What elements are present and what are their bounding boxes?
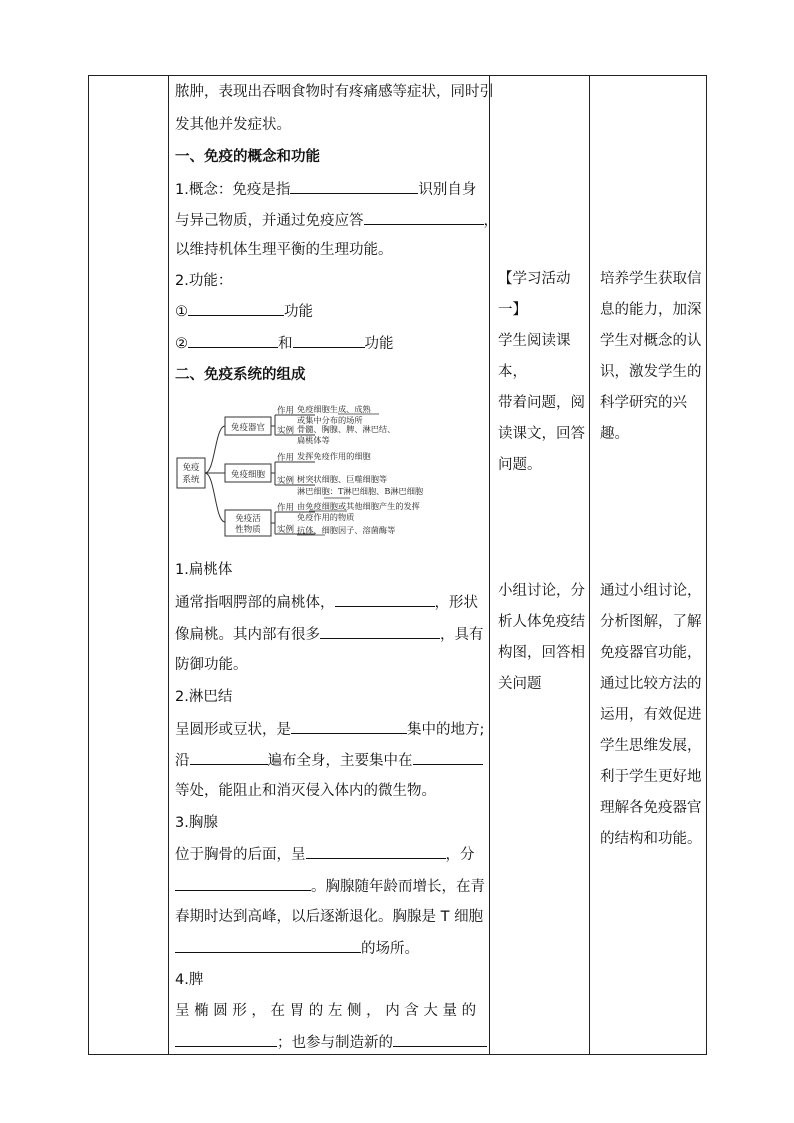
blank — [188, 333, 278, 348]
organ-example-1: 骨髓、胸腺、脾、淋巴结、 — [297, 424, 396, 434]
role-tag: 作用 — [277, 406, 295, 416]
body-line: 。胸腺随年龄而增长，在青 — [175, 876, 485, 897]
discussion-text: 小组讨论，分 析人体免疫结 构图，回答相 关问题 — [498, 583, 585, 692]
blank — [291, 719, 407, 734]
blank — [190, 750, 268, 765]
goal-text: 培养学生获取信 息的能力，加深 学生对概念的认 识，激发学生的 科学研究的兴趣。 — [600, 271, 702, 442]
cell-example-2: 淋巴细胞：T淋巴细胞、B淋巴细胞 — [297, 486, 424, 496]
active-role-2: 免疫作用的物质 — [297, 512, 355, 522]
body-line: 通常指咽腭部的扁桃体， ，形状 — [175, 592, 478, 613]
intro-line: 发其他并发症状。 — [175, 117, 291, 133]
body-line: 沿 遍布全身，主要集中在 — [175, 750, 483, 771]
subheading: 4.脾 — [175, 972, 204, 988]
cell-example-1: 树突状细胞、巨噬细胞等 — [297, 474, 388, 484]
organ-role-2: 或集中分布的场所 — [297, 415, 363, 425]
active-label-1: 免疫活 — [235, 514, 261, 524]
lesson-plan-table — [88, 75, 707, 1055]
blank — [175, 938, 361, 953]
body-line: 的场所。 — [175, 938, 419, 959]
blank — [306, 844, 446, 859]
function-label: 2.功能： — [175, 273, 233, 289]
blank — [393, 1032, 487, 1047]
body-line: 像扁桃。其内部有很多 ，具有 — [175, 624, 484, 645]
blank — [175, 1032, 277, 1047]
column-divider — [589, 76, 590, 1054]
subheading: 2.淋巴结 — [175, 689, 233, 705]
body-line: 防御功能。 — [175, 657, 248, 673]
concept-line: 以维持机体生理平衡的生理功能。 — [175, 242, 393, 258]
active-label-2: 性物质 — [235, 525, 261, 535]
immune-system-diagram — [175, 402, 495, 547]
blank — [413, 750, 483, 765]
body-line: 呈 椭 圆 形 ， 在 胃 的 左 侧 ， 内 含 大 量 的 — [175, 1003, 477, 1019]
role-tag: 作用 — [277, 503, 295, 513]
body-line: ；也参与制造新的 — [175, 1032, 487, 1053]
blank — [335, 592, 435, 607]
function-item: ② 和 功能 — [175, 333, 394, 354]
blank — [320, 624, 440, 639]
function-item: ① 功能 — [175, 301, 313, 322]
concept-line: 与异己物质，并通过免疫应答 ， — [175, 210, 498, 231]
example-tag: 实例 — [277, 525, 295, 535]
cell-label: 免疫细胞 — [230, 470, 266, 480]
activity-text: 【学习活动一】 学生阅读课本， 带着问题，阅 读课文，回答 问题。 — [498, 271, 585, 473]
root-label-1: 免疫 — [182, 463, 200, 473]
example-tag: 实例 — [277, 426, 295, 436]
body-line: 位于胸骨的后面，呈 ，分 — [175, 844, 475, 865]
goal-text: 通过小组讨论， 分析图解，了解 免疫器官功能， 通过比较方法的 运用，有效促进 学生思维发展， 利于学生更好地 理解各免疫器官 的结构和功能。 — [600, 583, 702, 847]
intro-line: 脓肿，表现出吞咽食物时有疼痛感等症状，同时引 — [175, 84, 494, 100]
active-example: 抗体、细胞因子、溶菌酶等 — [297, 525, 396, 535]
blank — [290, 179, 418, 194]
body-line: 呈圆形或豆状，是 集中的地方; — [175, 719, 484, 740]
subheading: 1.扁桃体 — [175, 562, 233, 578]
root-label-2: 系统 — [182, 475, 200, 485]
blank — [293, 333, 365, 348]
organ-role-1: 免疫细胞生成、成熟 — [297, 404, 371, 414]
blank — [188, 301, 284, 316]
body-line: 春期时达到高峰，以后逐渐退化。胸腺是 T 细胞 — [175, 909, 484, 925]
section-heading: 一、免疫的概念和功能 — [175, 149, 320, 165]
section-heading: 二、免疫系统的组成 — [175, 367, 306, 383]
concept-line: 1.概念：免疫是指 识别自身 — [175, 179, 476, 200]
active-role-1: 由免疫细胞或其他细胞产生的发挥 — [297, 501, 420, 511]
blank — [364, 210, 484, 225]
blank — [175, 876, 311, 891]
cell-role: 发挥免疫作用的细胞 — [297, 451, 371, 461]
body-line: 等处，能阻止和消灭侵入体内的微生物。 — [175, 783, 436, 799]
role-tag: 作用 — [277, 453, 295, 463]
organ-label: 免疫器官 — [230, 423, 266, 433]
subheading: 3.胸腺 — [175, 815, 218, 831]
column-divider — [168, 76, 169, 1054]
example-tag: 实例 — [277, 476, 295, 486]
organ-example-2: 扁桃体等 — [297, 435, 330, 445]
